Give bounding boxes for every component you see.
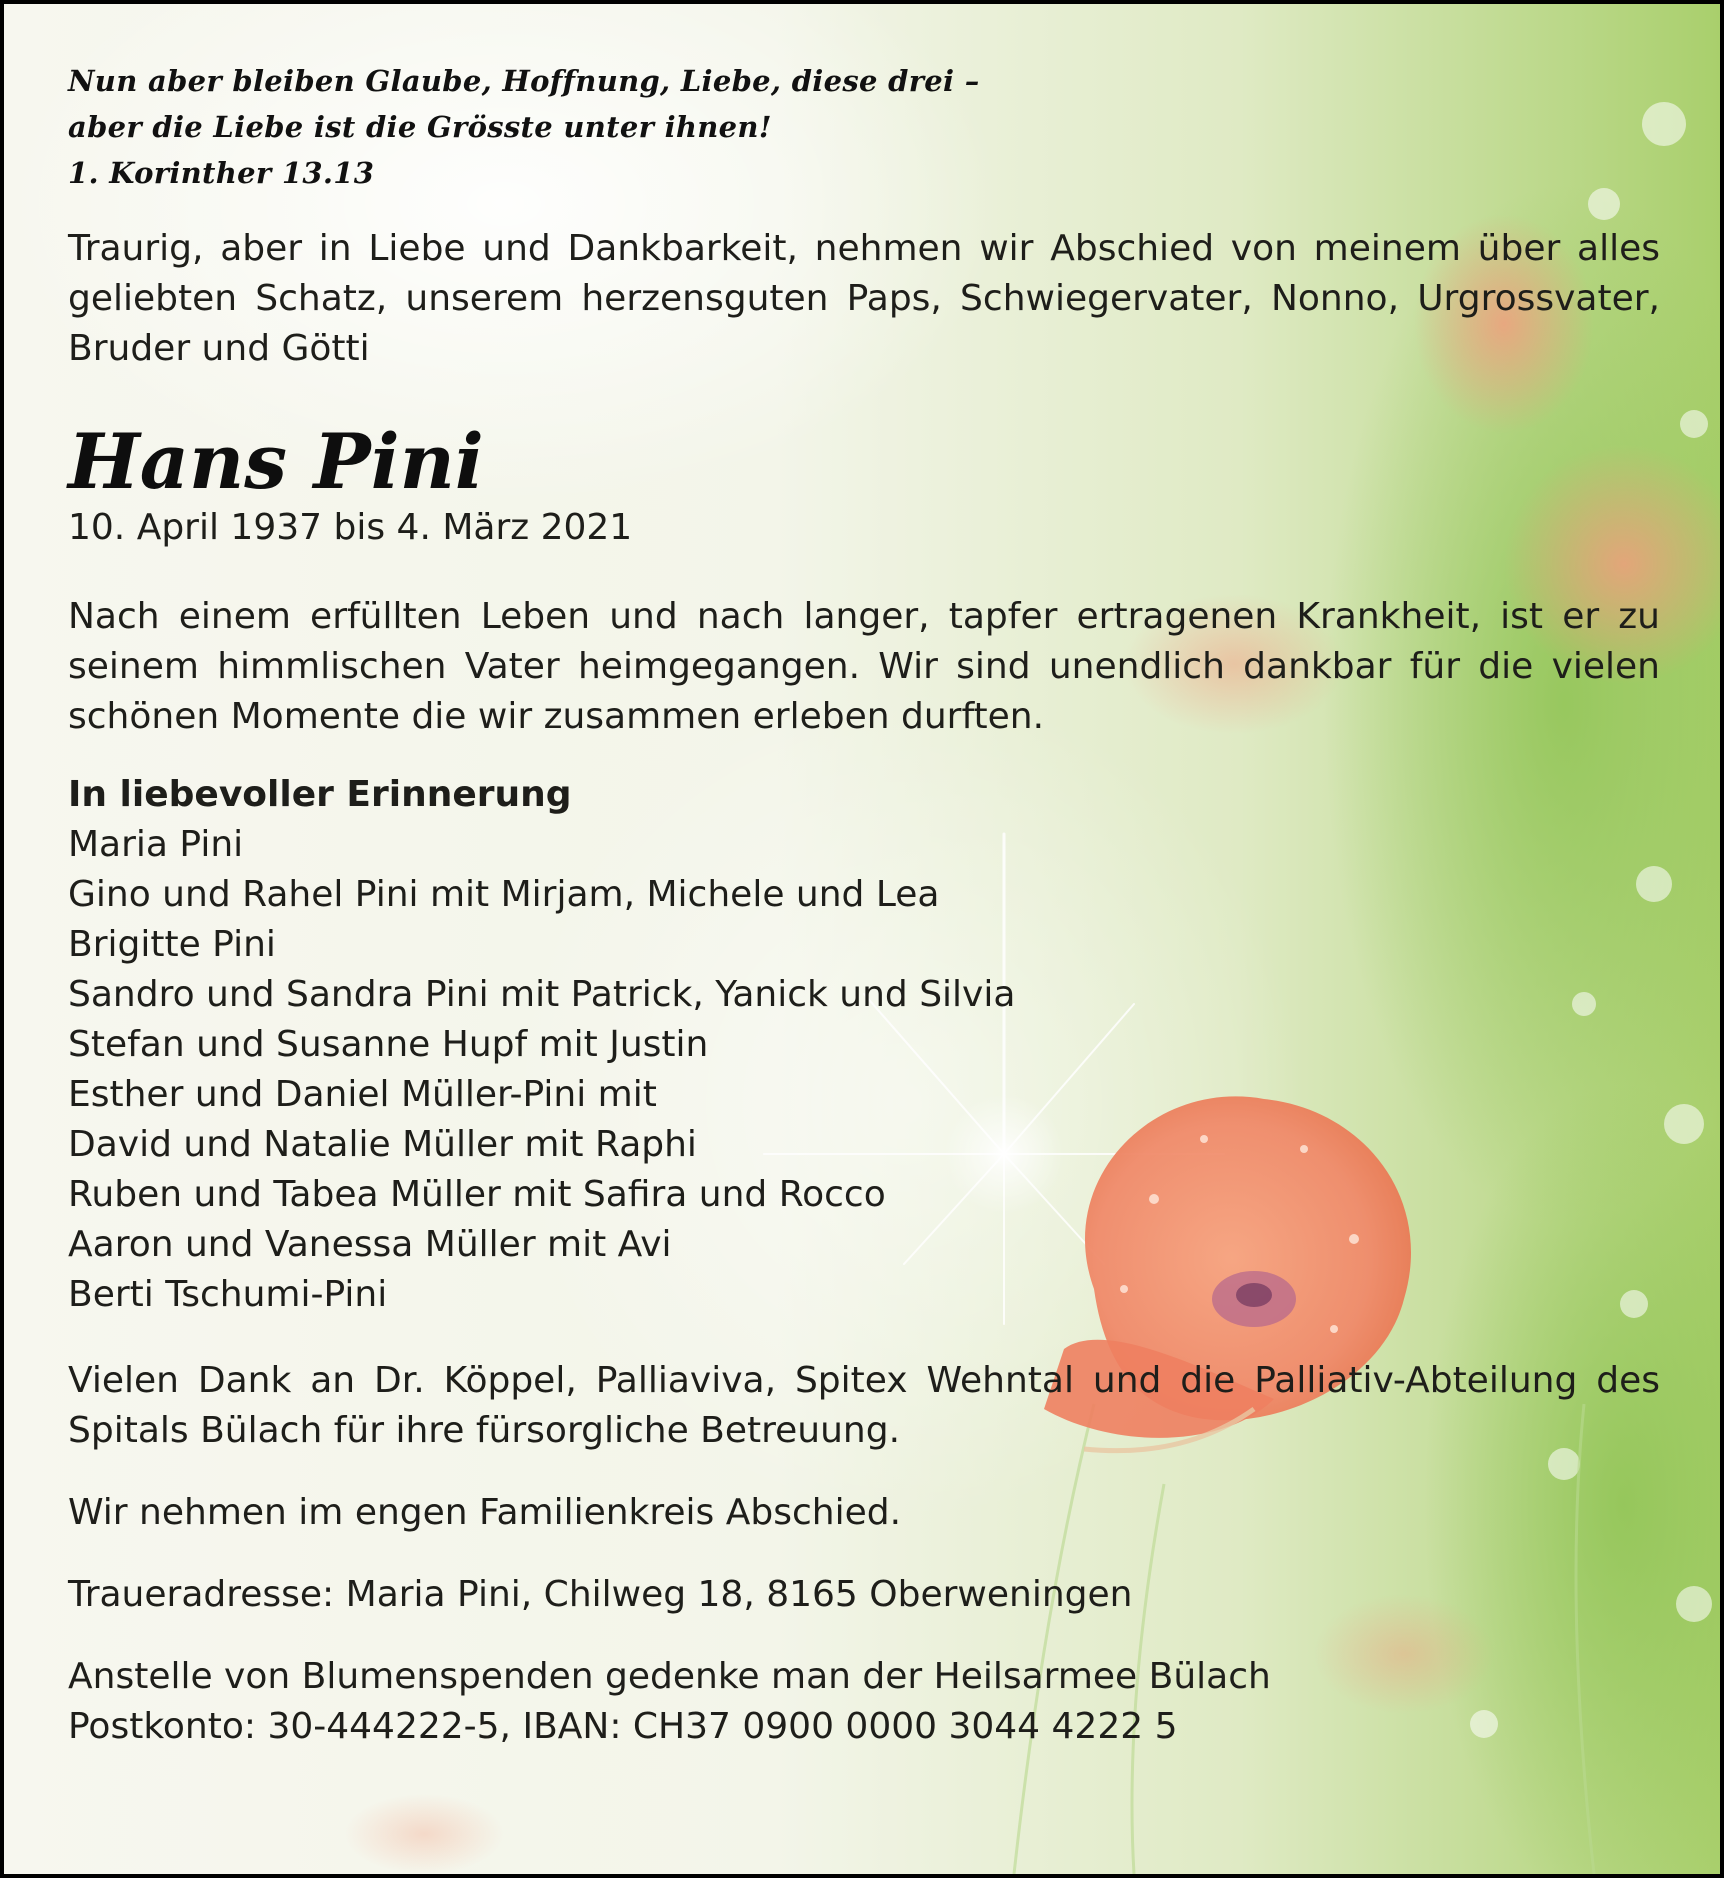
- obituary-content: [68, 58, 1660, 1752]
- family-member: Esther und Daniel Müller-Pini mit: [68, 1074, 657, 1115]
- family-member: Ruben und Tabea Müller mit Safira und Rocco: [68, 1174, 886, 1215]
- family-member: Aaron und Vanessa Müller mit Avi: [68, 1224, 672, 1265]
- deceased-name: Hans Pini: [68, 417, 484, 506]
- bible-verse: [68, 58, 1660, 196]
- life-dates: 10. April 1937 bis 4. März 2021: [68, 507, 633, 548]
- verse-line-1: Nun aber bleiben Glaube, Hoffnung, Liebe, diese drei –: [68, 64, 980, 98]
- family-member: Maria Pini: [68, 824, 244, 865]
- family-member: David und Natalie Müller mit Raphi: [68, 1124, 697, 1165]
- verse-line-2: aber die Liebe ist die Grösste unter ihnen!: [68, 110, 772, 144]
- family-member: Sandro und Sandra Pini mit Patrick, Yanick und Silvia: [68, 974, 1016, 1015]
- memorial-section: [68, 770, 1660, 1320]
- verse-reference: 1. Korinther 13.13: [68, 156, 375, 190]
- family-member: Berti Tschumi-Pini: [68, 1274, 388, 1315]
- farewell-text: Wir nehmen im engen Familienkreis Abschied.: [68, 1492, 902, 1533]
- life-text: Nach einem erfüllten Leben und nach langer, tapfer ertragenen Krankheit, ist er zu seinem himmlischen Vater heimgegangen. Wir sind unendlich dankbar für die vielen schönen Momente die wir zusammen erleben durften.: [68, 596, 1660, 737]
- donation-info: [68, 1652, 1660, 1752]
- family-member: Stefan und Susanne Hupf mit Justin: [68, 1024, 709, 1065]
- thanks-text: Vielen Dank an Dr. Köppel, Palliaviva, Spitex Wehntal und die Palliativ-Abteilung des Spitals Bülach für ihre fürsorgliche Betreuung.: [68, 1360, 1660, 1451]
- donation-line: Anstelle von Blumenspenden gedenke man der Heilsarmee Bülach: [68, 1656, 1271, 1697]
- intro-text: Traurig, aber in Liebe und Dankbarkeit, nehmen wir Abschied von meinem über alles geliebten Schatz, unserem herzensguten Paps, Schwiegervater, Nonno, Urgrossvater, Bruder und Götti: [68, 228, 1660, 369]
- donation-account: Postkonto: 30-444222-5, IBAN: CH37 0900 0000 3044 4222 5: [68, 1706, 1178, 1747]
- family-member: Gino und Rahel Pini mit Mirjam, Michele und Lea: [68, 874, 940, 915]
- memorial-title: In liebevoller Erinnerung: [68, 774, 572, 815]
- mourning-address: Traueradresse: Maria Pini, Chilweg 18, 8165 Oberweningen: [68, 1574, 1133, 1615]
- family-member: Brigitte Pini: [68, 924, 276, 965]
